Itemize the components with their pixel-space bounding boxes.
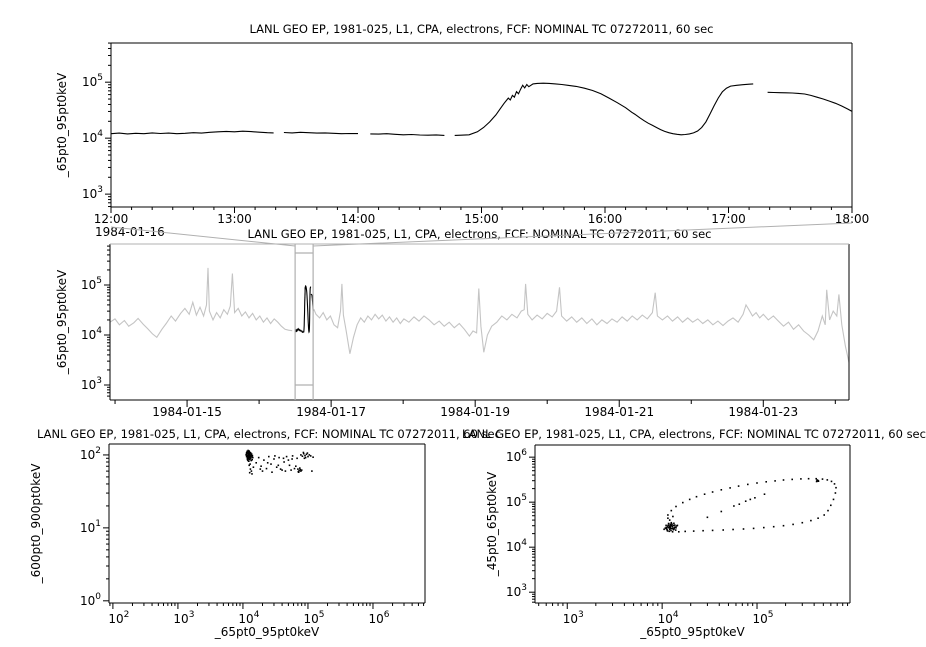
y-tick-label: $10^5$: [81, 73, 103, 90]
top-x-tick-label: 15:00: [464, 212, 499, 226]
context-y-axis-label: _65pt0_95pt0keV: [55, 269, 69, 375]
y-tick-label: $10^4$: [505, 538, 527, 555]
top-x-tick-label: 12:00: [93, 212, 129, 226]
top-x-tick-label: 14:00: [340, 212, 376, 226]
scatter-right-x-axis-label: _65pt0_95pt0keV: [640, 625, 745, 639]
y-tick-label: $10^3$: [81, 185, 103, 202]
x-tick-label: $10^5$: [303, 610, 325, 626]
context-x-tick-label: 1984-01-23: [728, 405, 799, 419]
top-x-date-label: 1984-01-16: [95, 225, 165, 239]
x-tick-label: $10^2$: [108, 610, 130, 626]
context-axes[interactable]: [81, 246, 835, 419]
y-tick-label: $10^6$: [505, 448, 527, 465]
scatter-left-y-axis-label: _600pt0_900pt0keV: [29, 463, 43, 584]
scatter-right-frame[interactable]: [535, 445, 850, 603]
top-plot-frame[interactable]: [111, 43, 852, 207]
top-x-tick-label: 13:00: [217, 212, 252, 226]
y-tick-label: $10^1$: [79, 518, 101, 535]
x-tick-label: $10^4$: [238, 610, 260, 626]
y-tick-label: $10^2$: [79, 445, 101, 462]
context-x-tick-label: 1984-01-19: [440, 405, 511, 419]
context-x-tick-label: 1984-01-15: [152, 405, 222, 419]
scatter-right-y-axis-label: _45pt0_65pt0keV: [485, 471, 499, 577]
top-series-line: [111, 83, 852, 135]
x-tick-label: $10^4$: [657, 610, 679, 626]
scatter-right-points: [663, 478, 837, 533]
scatter-left-points: [245, 450, 314, 475]
scatter-right-title: LANL GEO EP, 1981-025, L1, CPA, electrons, FCF: NOMINAL TC 07272011, 60 sec: [462, 427, 926, 441]
x-tick-label: $10^6$: [368, 610, 390, 626]
y-tick-label: $10^0$: [79, 591, 101, 608]
scatter-left-title: LANL GEO EP, 1981-025, L1, CPA, electrons, FCF: NOMINAL TC 07272011, 60 sec: [37, 427, 501, 441]
y-tick-label: $10^4$: [81, 129, 103, 146]
top-plot-panel[interactable]: [55, 22, 852, 178]
context-panel-title: LANL GEO EP, 1981-025, L1, CPA, electrons, FCF: NOMINAL TC 07272011, 60 sec: [247, 227, 712, 241]
y-tick-label: $10^5$: [80, 276, 102, 292]
x-tick-label: $10^5$: [752, 610, 774, 626]
top-x-tick-label: 18:00: [834, 212, 870, 226]
top-axes[interactable]: [82, 43, 869, 239]
x-tick-label: $10^3$: [173, 610, 195, 626]
scatter-left-x-axis-label: _65pt0_95pt0keV: [214, 625, 320, 639]
top-y-axis-label: _65pt0_95pt0keV: [55, 72, 69, 178]
y-tick-label: $10^4$: [80, 326, 102, 342]
scatter-left[interactable]: [29, 427, 501, 639]
context-highlight-line: [295, 286, 313, 333]
y-tick-label: $10^3$: [505, 583, 527, 600]
y-tick-label: $10^5$: [505, 493, 527, 510]
scatter-right-axes[interactable]: [506, 448, 848, 626]
context-x-tick-label: 1984-01-21: [584, 405, 655, 419]
top-x-tick-label: 16:00: [587, 212, 623, 226]
x-tick-label: $10^3$: [562, 610, 584, 626]
scatter-right[interactable]: [462, 427, 926, 639]
top-panel-title: LANL GEO EP, 1981-025, L1, CPA, electrons, FCF: NOMINAL TC 07272011, 60 sec: [249, 22, 714, 36]
context-plot-panel[interactable]: [55, 227, 849, 375]
y-tick-label: $10^3$: [80, 376, 102, 392]
top-x-tick-label: 17:00: [711, 212, 746, 226]
context-series-line: [110, 268, 849, 363]
scatter-left-axes[interactable]: [80, 446, 424, 626]
context-x-tick-label: 1984-01-17: [296, 405, 366, 419]
